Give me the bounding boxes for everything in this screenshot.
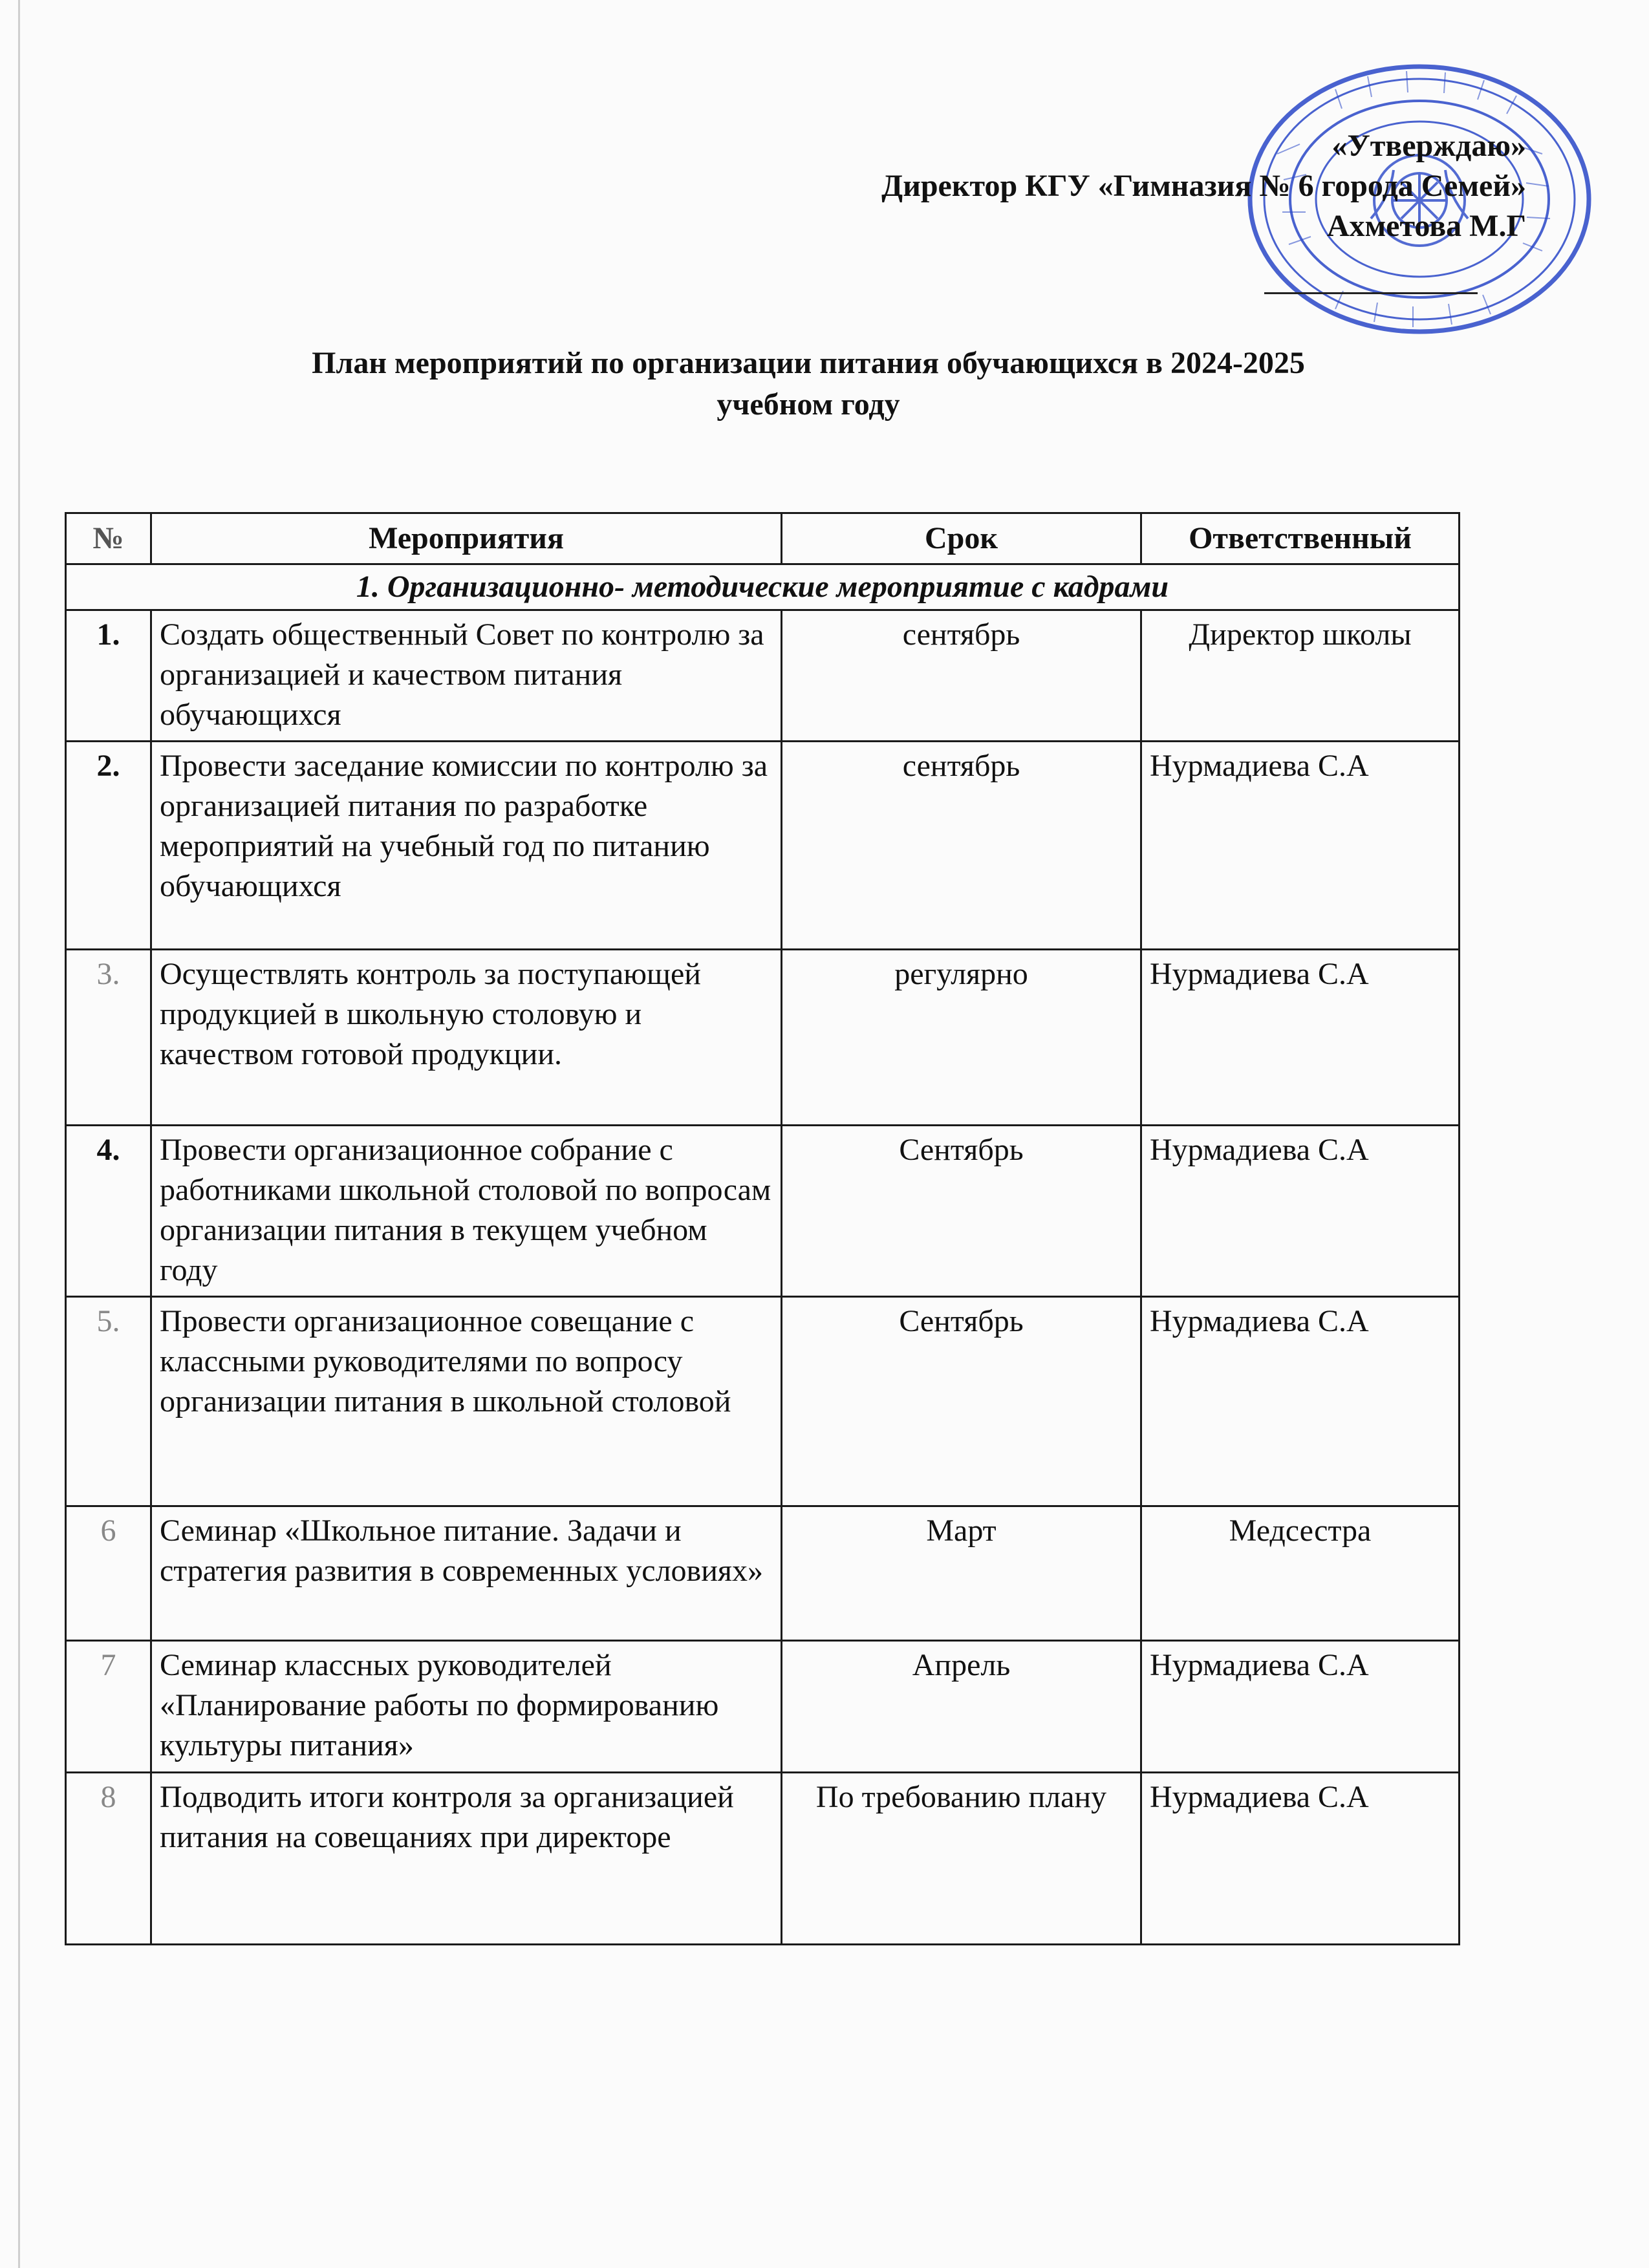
table-row <box>66 742 1460 950</box>
title-line-1: План мероприятий по организации питания обучающихся в 2024-2025 <box>312 346 1305 380</box>
approval-position: Директор КГУ «Гимназия № 6 города Семей» <box>881 169 1526 203</box>
row-term: сентябрь <box>782 742 1141 950</box>
table-row <box>66 1641 1460 1773</box>
row-event: Провести заседание комиссии по контролю за организацией питания по разработке мероприятий на учебный год по питанию обучающихся <box>151 742 782 950</box>
row-num: 5. <box>66 1297 151 1506</box>
table-row <box>66 610 1460 742</box>
row-event: Подводить итоги контроля за организацией питания на совещаниях при директоре <box>151 1773 782 1945</box>
row-responsible: Директор школы <box>1141 610 1460 742</box>
row-event: Создать общественный Совет по контролю за организацией и качеством питания обучающихся <box>151 610 782 742</box>
row-num: 6 <box>66 1506 151 1641</box>
approval-signer: Ахметова М.Г <box>1326 209 1526 243</box>
row-num: 7 <box>66 1641 151 1773</box>
table-row <box>66 1773 1460 1945</box>
row-event: Провести организационное совещание с классными руководителями по вопросу организации питания в школьной столовой <box>151 1297 782 1506</box>
table-row <box>66 1126 1460 1297</box>
approval-label: «Утверждаю» <box>1331 129 1526 163</box>
header-num: № <box>66 513 151 564</box>
row-responsible: Нурмадиева С.А <box>1141 742 1460 950</box>
table-row <box>66 1506 1460 1641</box>
row-event: Осуществлять контроль за поступающей продукцией в школьную столовую и качеством готовой продукции. <box>151 950 782 1126</box>
document-title <box>194 343 1423 425</box>
row-num: 2. <box>66 742 151 950</box>
approval-block <box>685 126 1526 246</box>
row-responsible: Нурмадиева С.А <box>1141 950 1460 1126</box>
header-term: Срок <box>782 513 1141 564</box>
row-num: 1. <box>66 610 151 742</box>
row-responsible: Нурмадиева С.А <box>1141 1297 1460 1506</box>
header-event: Мероприятия <box>151 513 782 564</box>
row-num: 4. <box>66 1126 151 1297</box>
row-event: Семинар «Школьное питание. Задачи и стратегия развития в современных условиях» <box>151 1506 782 1641</box>
title-line-2: учебном году <box>717 387 900 422</box>
row-term: По требованию плану <box>782 1773 1141 1945</box>
row-responsible: Медсестра <box>1141 1506 1460 1641</box>
row-responsible: Нурмадиева С.А <box>1141 1641 1460 1773</box>
row-term: Сентябрь <box>782 1297 1141 1506</box>
scan-edge <box>18 0 20 2268</box>
section-row <box>66 564 1460 610</box>
row-num: 3. <box>66 950 151 1126</box>
table-header-row <box>66 513 1460 564</box>
plan-table <box>65 512 1460 1945</box>
row-responsible: Нурмадиева С.А <box>1141 1126 1460 1297</box>
row-event: Семинар классных руководителей «Планирование работы по формированию культуры питания» <box>151 1641 782 1773</box>
row-term: Апрель <box>782 1641 1141 1773</box>
row-term: Сентябрь <box>782 1126 1141 1297</box>
row-term: сентябрь <box>782 610 1141 742</box>
signature-line <box>1264 292 1478 294</box>
table-row <box>66 950 1460 1126</box>
table-row <box>66 1297 1460 1506</box>
row-event: Провести организационное собрание с работниками школьной столовой по вопросам организации питания в текущем учебном году <box>151 1126 782 1297</box>
section-title: 1. Организационно- методические мероприятие с кадрами <box>66 564 1460 610</box>
row-num: 8 <box>66 1773 151 1945</box>
row-term: Март <box>782 1506 1141 1641</box>
row-term: регулярно <box>782 950 1141 1126</box>
row-responsible: Нурмадиева С.А <box>1141 1773 1460 1945</box>
header-responsible: Ответственный <box>1141 513 1460 564</box>
